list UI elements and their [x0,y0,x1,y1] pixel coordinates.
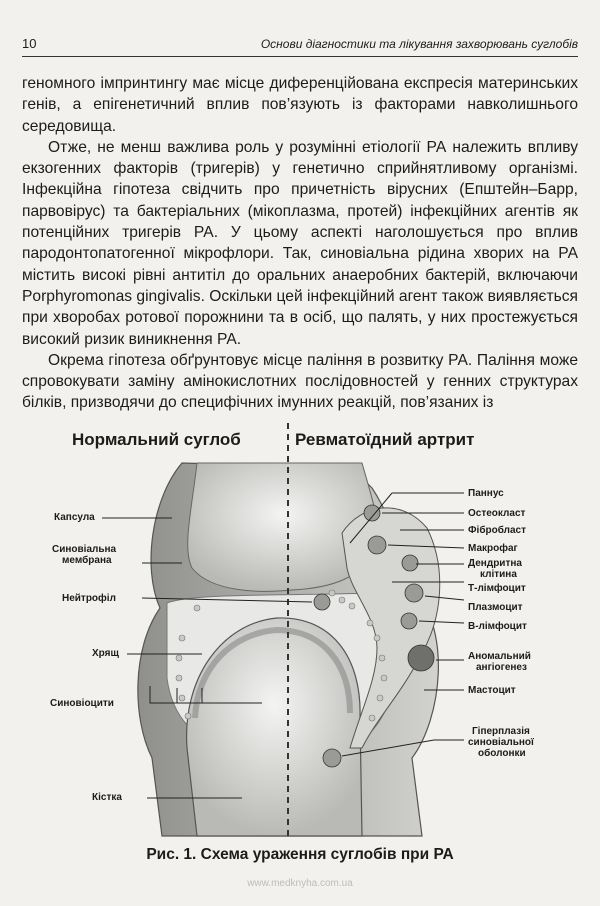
label-capsule: Капсула [54,512,95,523]
paragraph: геномного імпринтингу має місце диференційована експресія материнських генів, а епігенетичний вплив пов’язують із факторами навколишнього середовища. [22,75,578,135]
paragraph: Окрема гіпотеза обґрунтовує місце паління в розвитку РА. Паління може спровокувати заміну амінокислотних послідовностей у генних структурах білків, призводячи до специфічних імунних реакцій, пов’язаних із [22,351,578,412]
label-abnormal-angiogenesis-1: Аномальний [468,651,531,662]
label-cartilage: Хрящ [92,648,119,659]
label-synovial-membrane-2: мембрана [62,555,112,566]
joint-figure [32,418,572,838]
figure-title-normal: Нормальний суглоб [72,430,241,449]
label-dendritic-cell-2: клітина [480,569,517,580]
paragraph: Отже, не менш важлива роль у розумінні етіології РА належить впливу екзогенних факторів (тригерів) у генетично сприйнятливому організмі. Інфекційна гіпотеза свідчить про причетність вірусних (Епштейн–Барр, парвовірус) та бактеріальних (мікоплазма, протей) інфекційних агентів як потенційних тригерів РА. У цьому аспекті наголошується про вплив пародонтопатогенної мікрофлори. Так, синовіальна рідина хворих на РА містить високі рівні антитіл до оральних анаеробних бактерій, включаючи Porphyromonas gingivalis. Оскільки цей інфекційний агент також виявляється при хворобах ротової порожнини та в осіб, що палять, у них простежується високий ризик виникнення РА. [22,138,578,348]
body-text [22,73,578,414]
label-mast-cell: Мастоцит [468,685,516,696]
figure-title-ra: Ревматоїдний артрит [295,430,475,449]
label-fibroblast: Фібробласт [468,525,527,536]
label-hyperplasia-1: Гіперплазія [472,726,530,737]
figure-caption: Рис. 1. Схема ураження суглобів при РА [146,846,454,863]
label-macrophage: Макрофаг [468,543,518,554]
label-plasmocyte: Плазмоцит [468,602,523,613]
label-abnormal-angiogenesis-2: ангіогенез [476,662,527,673]
label-neutrophil: Нейтрофіл [62,593,116,604]
label-dendritic-cell-1: Дендритна [468,558,522,569]
label-hyperplasia-3: оболонки [478,748,526,759]
label-synoviocytes: Синовіоцити [50,698,114,709]
label-osteoclast: Остеокласт [468,508,526,519]
watermark: www.medknyha.com.ua [247,878,353,889]
label-pannus: Паннус [468,488,504,499]
label-synovial-membrane-1: Синовіальна [52,544,117,555]
header-rule [22,56,578,57]
label-hyperplasia-2: синовіальної [468,737,534,748]
label-b-lymphocyte: В-лімфоцит [468,621,527,632]
label-bone: Кістка [92,792,122,803]
label-t-lymphocyte: Т-лімфоцит [468,583,526,594]
page-number: 10 [22,36,37,51]
running-head: Основи діагностики та лікування захворювань суглобів [260,37,578,51]
